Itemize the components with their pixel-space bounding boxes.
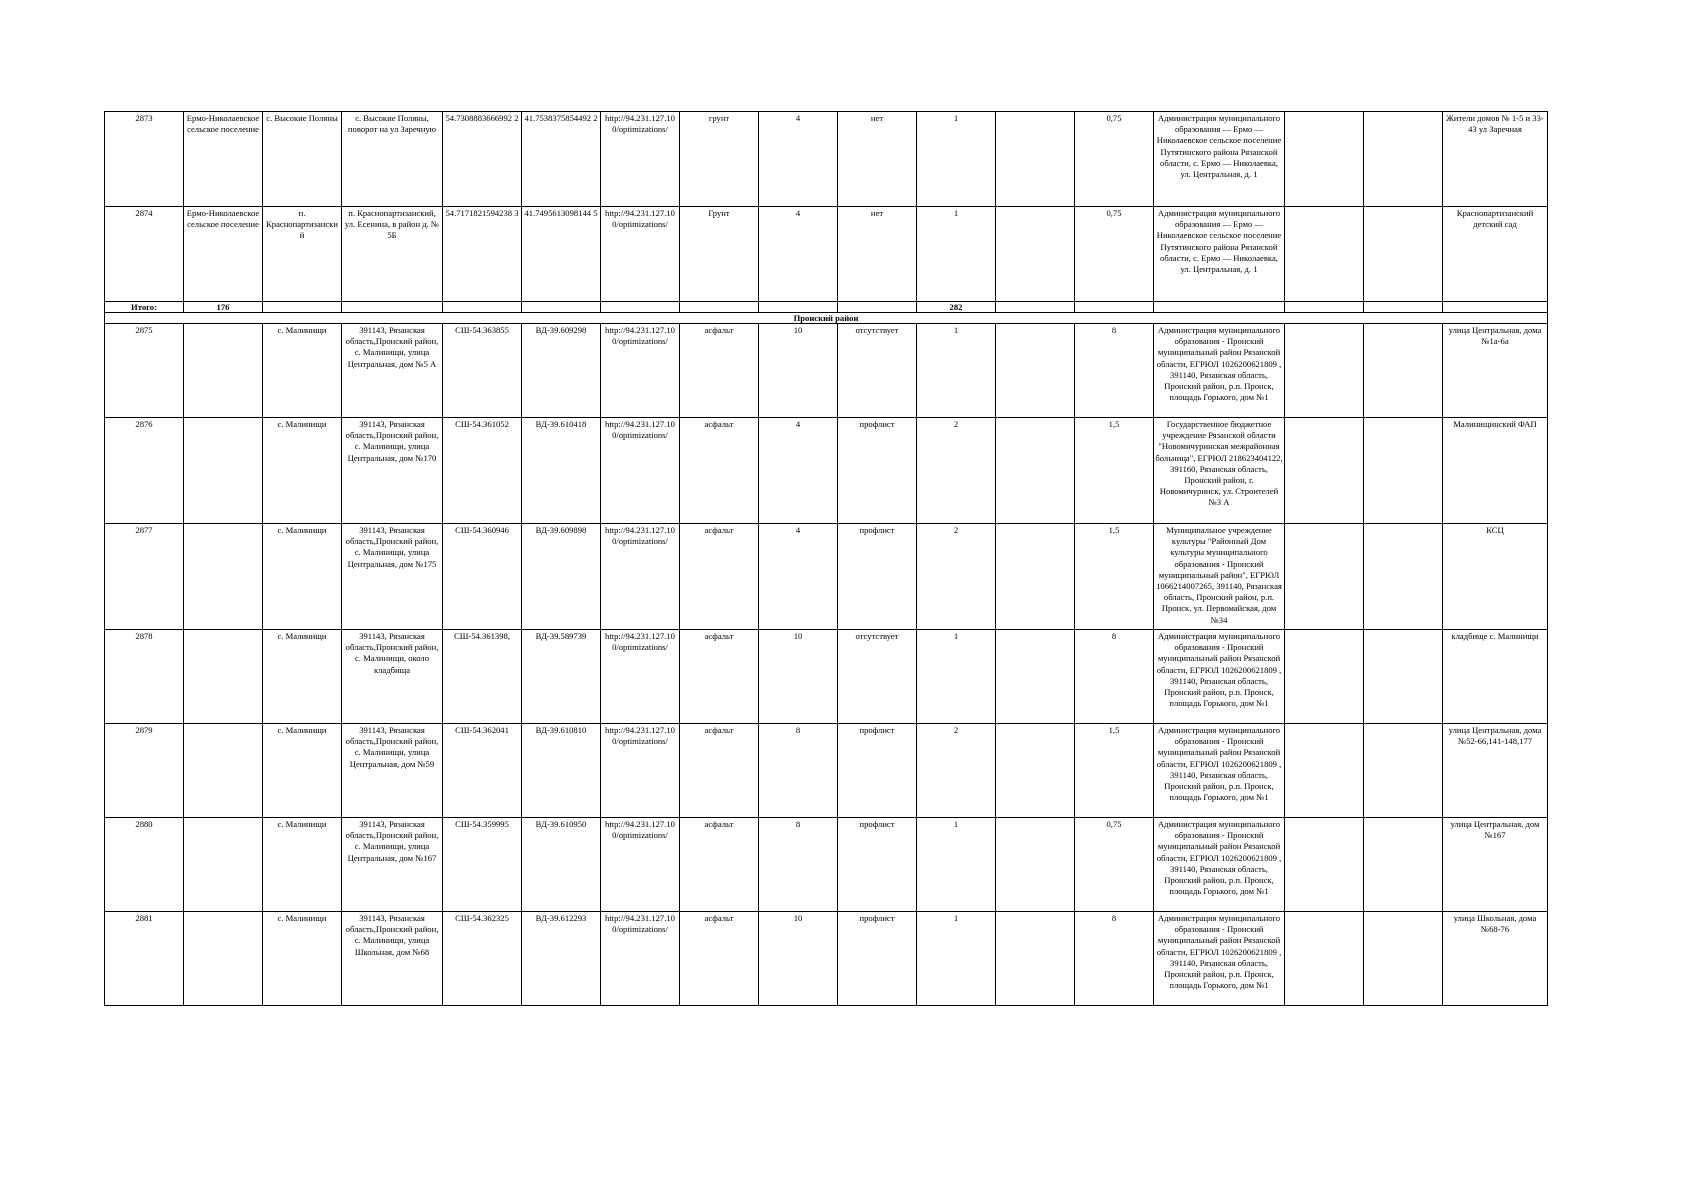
cell-locality: с. Малинищи xyxy=(263,418,342,524)
table-row xyxy=(105,524,1548,630)
cell-lon: 41.7495613098144 5 xyxy=(522,207,601,302)
cell-address: 391143, Рязанская область,Пронский район, с. Малинищи, улица Центральная, дом №170 xyxy=(342,418,443,524)
total-cell xyxy=(1285,302,1364,313)
cell-area: 10 xyxy=(759,324,838,418)
cell-fence: отсутствует xyxy=(838,324,917,418)
cell-c12 xyxy=(996,524,1075,630)
cell-num: 2875 xyxy=(105,324,184,418)
cell-c16 xyxy=(1364,724,1443,818)
table-row xyxy=(105,630,1548,724)
cell-volume: 8 xyxy=(1075,912,1154,1006)
cell-area: 4 xyxy=(759,418,838,524)
cell-locality: п. Краснопартизанский xyxy=(263,207,342,302)
cell-sources: кладбище с. Малинищи xyxy=(1443,630,1548,724)
cell-settlement xyxy=(184,630,263,724)
cell-surface: асфальт xyxy=(680,524,759,630)
cell-settlement xyxy=(184,912,263,1006)
cell-locality: с. Малинищи xyxy=(263,324,342,418)
cell-c12 xyxy=(996,630,1075,724)
cell-lon: 41.7538375854492 2 xyxy=(522,112,601,207)
cell-surface: асфальт xyxy=(680,724,759,818)
cell-volume: 1,5 xyxy=(1075,418,1154,524)
cell-sources: Малинищинский ФАП xyxy=(1443,418,1548,524)
cell-num: 2873 xyxy=(105,112,184,207)
total-cell xyxy=(1154,302,1285,313)
cell-owner: Администрация муниципального образования - Пронский муниципальный район Рязанской области, ЕГРЮЛ 1026200621809 , 391140, Рязанская область, Пронский район, р.п. Пронск, площадь Горького, дом №1 xyxy=(1154,818,1285,912)
cell-num: 2878 xyxy=(105,630,184,724)
cell-link: http://94.231.127.10 0/optimizations/ xyxy=(601,524,680,630)
cell-lat: 54.7171821594238 3 xyxy=(443,207,522,302)
cell-volume: 1,5 xyxy=(1075,724,1154,818)
cell-c15 xyxy=(1285,630,1364,724)
cell-c12 xyxy=(996,418,1075,524)
cell-lat: СШ-54.361398, xyxy=(443,630,522,724)
cell-fence: профлист xyxy=(838,524,917,630)
cell-c16 xyxy=(1364,912,1443,1006)
cell-num: 2876 xyxy=(105,418,184,524)
cell-containers: 1 xyxy=(917,630,996,724)
cell-c12 xyxy=(996,207,1075,302)
cell-fence: профлист xyxy=(838,818,917,912)
cell-c15 xyxy=(1285,112,1364,207)
table-row xyxy=(105,207,1548,302)
cell-num: 2881 xyxy=(105,912,184,1006)
cell-locality: с. Малинищи xyxy=(263,818,342,912)
cell-sources: улица Центральная, дома №1а-6а xyxy=(1443,324,1548,418)
cell-sources: улица Центральная, дома №52-66,141-148,177 xyxy=(1443,724,1548,818)
cell-owner: Муниципальное учреждение культуры "Районный Дом культуры муниципального образования - Пронский муниципальный район", ЕГРЮЛ 1066214007265, 391140, Рязанская область, Пронский район, р.п. Пронск, ул. Первомайская, дом №34 xyxy=(1154,524,1285,630)
cell-containers: 1 xyxy=(917,112,996,207)
cell-lon: ВД-39.609898 xyxy=(522,524,601,630)
cell-c16 xyxy=(1364,524,1443,630)
cell-c12 xyxy=(996,724,1075,818)
cell-owner: Администрация муниципального образования - Пронский муниципальный район Рязанской области, ЕГРЮЛ 1026200621809 , 391140, Рязанская область, Пронский район, р.п. Пронск, площадь Горького, дом №1 xyxy=(1154,724,1285,818)
cell-link: http://94.231.127.10 0/optimizations/ xyxy=(601,418,680,524)
cell-locality: с. Высокие Поляны xyxy=(263,112,342,207)
cell-volume: 8 xyxy=(1075,630,1154,724)
cell-locality: с. Малинищи xyxy=(263,524,342,630)
cell-fence: нет xyxy=(838,112,917,207)
total-cell xyxy=(759,302,838,313)
cell-c15 xyxy=(1285,912,1364,1006)
table-row xyxy=(105,112,1548,207)
total-cell xyxy=(522,302,601,313)
cell-lat: СШ-54.361052 xyxy=(443,418,522,524)
cell-num: 2877 xyxy=(105,524,184,630)
cell-lat: СШ-54.362325 xyxy=(443,912,522,1006)
district-row xyxy=(105,313,1548,324)
district-title: Пронский район xyxy=(105,313,1548,324)
cell-owner: Администрация муниципального образования - Пронский муниципальный район Рязанской области, ЕГРЮЛ 1026200621809 , 391140, Рязанская область, Пронский район, р.п. Пронск, площадь Горького, дом №1 xyxy=(1154,324,1285,418)
cell-address: 391143, Рязанская область,Пронский район, с. Малинищи, улица Центральная, дом №175 xyxy=(342,524,443,630)
table-row xyxy=(105,818,1548,912)
cell-area: 10 xyxy=(759,630,838,724)
cell-surface: асфальт xyxy=(680,630,759,724)
cell-link: http://94.231.127.10 0/optimizations/ xyxy=(601,207,680,302)
total-cell xyxy=(996,302,1075,313)
total-cell xyxy=(838,302,917,313)
cell-c16 xyxy=(1364,630,1443,724)
cell-fence: нет xyxy=(838,207,917,302)
cell-link: http://94.231.127.10 0/optimizations/ xyxy=(601,912,680,1006)
cell-fence: профлист xyxy=(838,724,917,818)
cell-address: п. Краснопартизанский, ул. Есенина, в район д. № 5Б xyxy=(342,207,443,302)
cell-containers: 1 xyxy=(917,324,996,418)
total-label: Итого: xyxy=(105,302,184,313)
cell-owner: Администрация муниципального образования - Пронский муниципальный район Рязанской области, ЕГРЮЛ 1026200621809 , 391140, Рязанская область, Пронский район, р.п. Пронск, площадь Горького, дом №1 xyxy=(1154,630,1285,724)
cell-address: 391143, Рязанская область,Пронский район, с. Малинищи, улица Центральная, дом №5 А xyxy=(342,324,443,418)
cell-c12 xyxy=(996,112,1075,207)
total-cell xyxy=(601,302,680,313)
registry-sheet xyxy=(104,111,1546,1006)
cell-lat: СШ-54.362041 xyxy=(443,724,522,818)
table-row xyxy=(105,912,1548,1006)
cell-locality: с. Малинищи xyxy=(263,724,342,818)
cell-area: 10 xyxy=(759,912,838,1006)
cell-link: http://94.231.127.10 0/optimizations/ xyxy=(601,630,680,724)
cell-lon: ВД-39.610810 xyxy=(522,724,601,818)
cell-containers: 1 xyxy=(917,207,996,302)
cell-surface: Грунт xyxy=(680,207,759,302)
total-cell xyxy=(680,302,759,313)
cell-sources: Жители домов № 1-5 и 33-43 ул Заречная xyxy=(1443,112,1548,207)
cell-surface: асфальт xyxy=(680,818,759,912)
total-row xyxy=(105,302,1548,313)
cell-area: 4 xyxy=(759,207,838,302)
table-row xyxy=(105,418,1548,524)
total-containers: 282 xyxy=(917,302,996,313)
cell-area: 4 xyxy=(759,112,838,207)
cell-link: http://94.231.127.10 0/optimizations/ xyxy=(601,112,680,207)
cell-surface: асфальт xyxy=(680,912,759,1006)
cell-volume: 0,75 xyxy=(1075,112,1154,207)
cell-num: 2874 xyxy=(105,207,184,302)
cell-containers: 2 xyxy=(917,418,996,524)
cell-area: 8 xyxy=(759,724,838,818)
cell-sources: КСЦ xyxy=(1443,524,1548,630)
cell-volume: 0,75 xyxy=(1075,818,1154,912)
cell-containers: 1 xyxy=(917,818,996,912)
cell-settlement xyxy=(184,724,263,818)
cell-owner: Администрация муниципального образования - Пронский муниципальный район Рязанской области, ЕГРЮЛ 1026200621809 , 391140, Рязанская область, Пронский район, р.п. Пронск, площадь Горького, дом №1 xyxy=(1154,912,1285,1006)
cell-lat: СШ-54.359995 xyxy=(443,818,522,912)
cell-c15 xyxy=(1285,524,1364,630)
cell-address: 391143, Рязанская область,Пронский район, с. Малинищи, около кладбища xyxy=(342,630,443,724)
cell-c15 xyxy=(1285,324,1364,418)
cell-settlement xyxy=(184,418,263,524)
cell-settlement xyxy=(184,818,263,912)
cell-sources: Краснопартизанский детский сад xyxy=(1443,207,1548,302)
cell-c15 xyxy=(1285,207,1364,302)
cell-sources: улица Центральная, дом №167 xyxy=(1443,818,1548,912)
cell-address: 391143, Рязанская область,Пронский район, с. Малинищи, улица Центральная, дом №59 xyxy=(342,724,443,818)
waste-sites-table xyxy=(104,111,1548,1006)
cell-settlement xyxy=(184,524,263,630)
total-cell xyxy=(263,302,342,313)
cell-c16 xyxy=(1364,112,1443,207)
cell-area: 8 xyxy=(759,818,838,912)
cell-settlement: Ермо-Николаевское сельское поселение xyxy=(184,112,263,207)
cell-fence: отсутствует xyxy=(838,630,917,724)
table-row xyxy=(105,324,1548,418)
cell-containers: 2 xyxy=(917,724,996,818)
total-cell xyxy=(342,302,443,313)
cell-c15 xyxy=(1285,818,1364,912)
cell-c16 xyxy=(1364,207,1443,302)
cell-c12 xyxy=(996,324,1075,418)
table-row xyxy=(105,724,1548,818)
cell-volume: 8 xyxy=(1075,324,1154,418)
cell-owner: Администрация муниципального образования — Ермо — Николаевское сельское поселение Путятинского района Рязанской области, с. Ермо — Николаевка, ул. Центральная, д. 1 xyxy=(1154,207,1285,302)
total-cell xyxy=(1075,302,1154,313)
cell-owner: Администрация муниципального образования — Ермо — Николаевское сельское поселение Путятинского района Рязанской области, с. Ермо — Николаевка, ул. Центральная, д. 1 xyxy=(1154,112,1285,207)
cell-c15 xyxy=(1285,724,1364,818)
cell-fence: профлист xyxy=(838,912,917,1006)
total-count: 176 xyxy=(184,302,263,313)
cell-surface: грунт xyxy=(680,112,759,207)
cell-settlement xyxy=(184,324,263,418)
cell-sources: улица Школьная, дома №68-76 xyxy=(1443,912,1548,1006)
cell-lat: СШ-54.363855 xyxy=(443,324,522,418)
cell-surface: асфальт xyxy=(680,418,759,524)
cell-c12 xyxy=(996,912,1075,1006)
cell-link: http://94.231.127.10 0/optimizations/ xyxy=(601,324,680,418)
cell-link: http://94.231.127.10 0/optimizations/ xyxy=(601,724,680,818)
cell-lon: ВД-39.609298 xyxy=(522,324,601,418)
cell-lon: ВД-39.589739 xyxy=(522,630,601,724)
cell-containers: 1 xyxy=(917,912,996,1006)
cell-settlement: Ермо-Николаевское сельское поселение xyxy=(184,207,263,302)
cell-c12 xyxy=(996,818,1075,912)
cell-surface: асфальт xyxy=(680,324,759,418)
cell-c16 xyxy=(1364,818,1443,912)
total-cell xyxy=(1443,302,1548,313)
cell-link: http://94.231.127.10 0/optimizations/ xyxy=(601,818,680,912)
cell-address: 391143, Рязанская область,Пронский район, с. Малинищи, улица Центральная, дом №167 xyxy=(342,818,443,912)
cell-address: с. Высокие Поляны, поворот на ул Заречную xyxy=(342,112,443,207)
cell-fence: профлист xyxy=(838,418,917,524)
total-cell xyxy=(1364,302,1443,313)
cell-locality: с. Малинищи xyxy=(263,630,342,724)
cell-lon: ВД-39.610950 xyxy=(522,818,601,912)
cell-num: 2879 xyxy=(105,724,184,818)
cell-c16 xyxy=(1364,324,1443,418)
total-cell xyxy=(443,302,522,313)
cell-num: 2880 xyxy=(105,818,184,912)
cell-lat: СШ-54.360946 xyxy=(443,524,522,630)
cell-c16 xyxy=(1364,418,1443,524)
cell-lat: 54.7308883666992 2 xyxy=(443,112,522,207)
cell-c15 xyxy=(1285,418,1364,524)
cell-address: 391143, Рязанская область,Пронский район, с. Малинищи, улица Школьная, дом №68 xyxy=(342,912,443,1006)
cell-lon: ВД-39.610418 xyxy=(522,418,601,524)
cell-volume: 1,5 xyxy=(1075,524,1154,630)
cell-locality: с. Малинищи xyxy=(263,912,342,1006)
cell-area: 4 xyxy=(759,524,838,630)
cell-volume: 0,75 xyxy=(1075,207,1154,302)
cell-lon: ВД-39.612293 xyxy=(522,912,601,1006)
cell-owner: Государственное бюджетное учреждение Рязанской области "Новомичуринская межрайонная больница", ЕГРЮЛ 218623404122, 391160, Рязанская область, Пронский район, г. Новомичуринск, ул. Строителей №3 А xyxy=(1154,418,1285,524)
cell-containers: 2 xyxy=(917,524,996,630)
